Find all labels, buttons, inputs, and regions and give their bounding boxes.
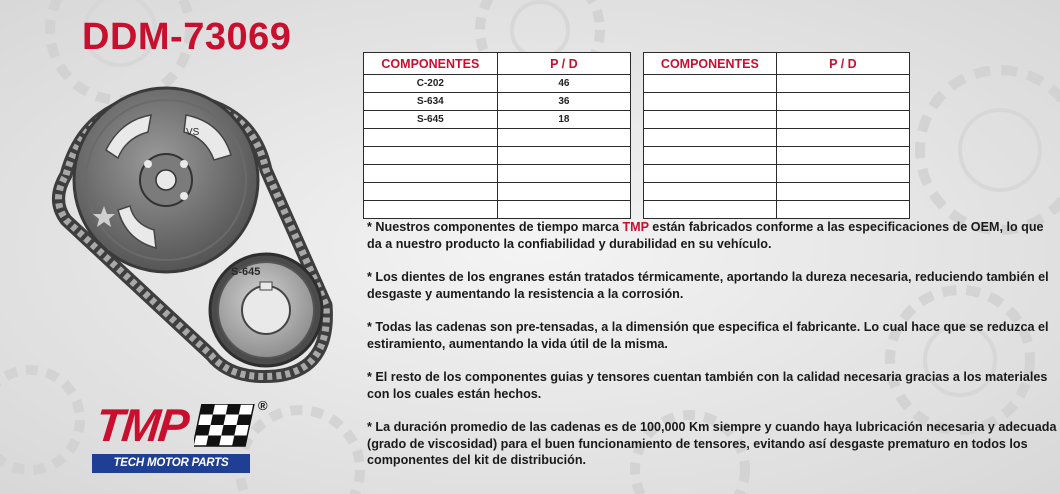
components-table-right <box>643 52 910 219</box>
component-cell <box>644 129 777 147</box>
column-header-pd: P / D <box>776 53 909 75</box>
pd-cell <box>776 201 909 219</box>
pd-cell: 46 <box>497 75 630 93</box>
registered-mark: ® <box>258 398 268 413</box>
table-row <box>644 147 910 165</box>
table-row <box>364 75 631 93</box>
pd-cell <box>497 129 630 147</box>
pd-cell <box>776 165 909 183</box>
component-cell <box>364 129 498 147</box>
cam-gear-marking: VS <box>186 127 200 138</box>
component-cell <box>364 147 498 165</box>
table-row <box>644 165 910 183</box>
table-row <box>644 93 910 111</box>
pd-cell <box>497 201 630 219</box>
table-row <box>364 111 631 129</box>
component-cell <box>644 111 777 129</box>
component-cell: S-634 <box>364 93 498 111</box>
brand-name: TMP <box>622 220 649 234</box>
checkered-flag-icon <box>194 404 256 450</box>
timing-chain-set-image <box>26 80 356 398</box>
column-header-componentes: COMPONENTES <box>364 53 498 75</box>
component-cell <box>644 147 777 165</box>
component-cell <box>644 183 777 201</box>
component-cell <box>364 183 498 201</box>
component-cell: S-645 <box>364 111 498 129</box>
table-row <box>644 129 910 147</box>
pd-cell <box>776 75 909 93</box>
column-header-pd: P / D <box>497 53 630 75</box>
component-cell <box>364 165 498 183</box>
note-pre-tensioned: * Todas las cadenas son pre-tensadas, a la dimensión que especifica el fabricante. Lo cual hace que se reduzca el estiramiento, aumentando la vida útil de la misma. <box>367 320 1049 351</box>
component-cell <box>644 201 777 219</box>
component-cell: C-202 <box>364 75 498 93</box>
pd-cell <box>776 129 909 147</box>
table-row <box>644 75 910 93</box>
table-row <box>364 129 631 147</box>
product-code-title: DDM-73069 <box>82 16 292 58</box>
table-row <box>644 111 910 129</box>
component-cell <box>644 93 777 111</box>
note-quality-post: están fabricados conforme a las especificaciones de OEM, lo que da a nuestro producto la confiabilidad y durabilidad en su vehículo. <box>367 220 1044 251</box>
pd-cell: 18 <box>497 111 630 129</box>
table-row <box>364 183 631 201</box>
column-header-componentes: COMPONENTES <box>644 53 777 75</box>
component-cell <box>364 201 498 219</box>
logo-tagline: TECH MOTOR PARTS <box>92 454 250 473</box>
crank-gear-label: S-645 <box>231 266 261 278</box>
note-quality-pre: * Nuestros componentes de tiempo marca <box>367 220 623 234</box>
pd-cell <box>497 165 630 183</box>
table-row <box>364 165 631 183</box>
tmp-logo <box>90 398 286 478</box>
component-cell <box>644 165 777 183</box>
table-row <box>364 201 631 219</box>
table-row <box>644 201 910 219</box>
note-components: * El resto de los componentes guias y tensores cuentan también con la calidad necesaria gracias a los materiales con los cuales están hechos. <box>367 370 1048 401</box>
pd-cell: 36 <box>497 93 630 111</box>
pd-cell <box>497 147 630 165</box>
component-cell <box>644 75 777 93</box>
note-durability: * La duración promedio de las cadenas es de 100,000 Km siempre y cuando haya lubricación necesaria y adecuada (grado de viscosidad) para el buen funcionamiento de tensores, evitando así desgaste prematuro en todos los componentes del kit de distribución. <box>367 420 1057 467</box>
pd-cell <box>497 183 630 201</box>
pd-cell <box>776 93 909 111</box>
note-quality <box>367 219 1057 252</box>
logo-wordmark: TMP <box>93 399 190 451</box>
table-row <box>364 147 631 165</box>
pd-cell <box>776 111 909 129</box>
table-row <box>644 183 910 201</box>
note-heat-treatment: * Los dientes de los engranes están tratados térmicamente, aportando la dureza necesaria, reduciendo también el desgaste y aumentando la resistencia a la corrosión. <box>367 270 1049 301</box>
pd-cell <box>776 147 909 165</box>
components-table-left <box>363 52 631 219</box>
table-row <box>364 93 631 111</box>
product-notes <box>367 219 1057 486</box>
pd-cell <box>776 183 909 201</box>
